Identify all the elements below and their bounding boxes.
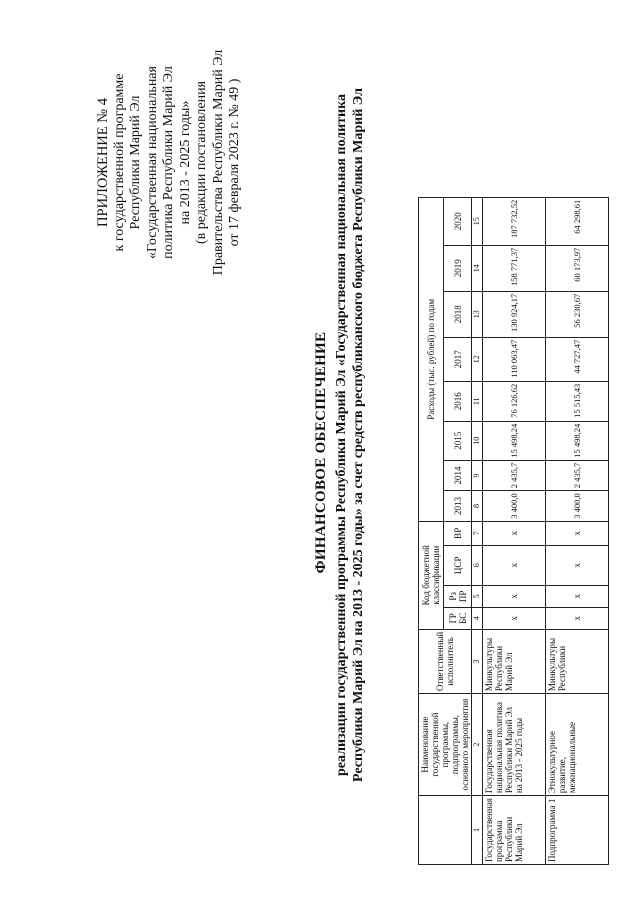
column-number: 14 [472, 245, 483, 291]
header-program-name: Наименование государственной программы, подпрограммы, основного мероприятия [419, 694, 472, 796]
row-csr: х [546, 545, 609, 585]
column-number: 7 [472, 521, 483, 545]
column-number-row [472, 197, 483, 864]
row-value: 2 435,7 [483, 460, 546, 491]
column-number: 15 [472, 197, 483, 245]
header-col1 [419, 796, 472, 865]
column-number: 13 [472, 291, 483, 337]
appendix-block [95, 25, 244, 300]
row-gr-bs: х [546, 607, 609, 629]
column-number: 3 [472, 629, 483, 693]
appendix-line: к государственной программе [111, 73, 127, 252]
row-value: 3 400,0 [483, 491, 546, 522]
document-subtitle [333, 85, 367, 785]
row-type: Подпрограмма 1 [546, 796, 609, 865]
header-expenses: Расходы (тыс. рублей) по годам [419, 197, 444, 521]
header-year: 2015 [444, 421, 472, 460]
row-value: 110 063,47 [483, 337, 546, 381]
row-csr: х [483, 545, 546, 585]
row-vr: х [483, 521, 546, 545]
header-budget-code: Код бюджетной классификации [419, 521, 444, 629]
row-executor: Минкультуры Республики [546, 629, 609, 693]
row-value: 130 924,17 [483, 291, 546, 337]
table-row [483, 197, 546, 864]
appendix-line: ПРИЛОЖЕНИЕ № 4 [95, 98, 111, 227]
appendix-line: политика Республики Марий Эл [161, 66, 176, 259]
financing-table [418, 197, 609, 865]
header-year: 2014 [444, 460, 472, 491]
column-number: 2 [472, 694, 483, 796]
header-year: 2013 [444, 491, 472, 522]
column-number: 1 [472, 796, 483, 865]
column-number: 4 [472, 607, 483, 629]
subtitle-line: Республики Марий Эл на 2013 - 2025 годы» за счет средств республиканского бюджета Республики Марий Эл [351, 88, 366, 782]
column-number: 11 [472, 381, 483, 421]
header-executor: Ответственный исполнитель [419, 629, 472, 693]
appendix-line: от 17 февраля 2023 г. № 49 ) [227, 78, 242, 247]
header-year: 2019 [444, 245, 472, 291]
row-type: Государственная программа Республики Марий Эл [483, 796, 546, 865]
row-executor: Минкультуры Республики Марий Эл [483, 629, 546, 693]
header-gr-bs: ГР БС [444, 607, 472, 629]
row-value: 15 515,43 [546, 381, 609, 421]
column-number: 6 [472, 545, 483, 585]
header-year: 2016 [444, 381, 472, 421]
column-number: 12 [472, 337, 483, 381]
row-rz-pr: х [483, 585, 546, 607]
row-value: 56 230,67 [546, 291, 609, 337]
row-vr: х [546, 521, 609, 545]
row-value: 15 498,24 [546, 421, 609, 460]
row-value: 60 173,97 [546, 245, 609, 291]
row-name: Этнокультурное развитие, межнациональные [546, 694, 609, 796]
header-csr: ЦСР [444, 545, 472, 585]
appendix-line: на 2013 - 2025 годы» [177, 100, 193, 225]
row-gr-bs: х [483, 607, 546, 629]
appendix-line: (в редакции постановления [194, 80, 209, 245]
row-value: 76 126,62 [483, 381, 546, 421]
header-year: 2020 [444, 197, 472, 245]
header-year: 2017 [444, 337, 472, 381]
row-rz-pr: х [546, 585, 609, 607]
header-year: 2018 [444, 291, 472, 337]
appendix-line: Правительства Республики Марий Эл [210, 49, 226, 276]
document-title: ФИНАНСОВОЕ ОБЕСПЕЧЕНИЕ [313, 331, 329, 574]
appendix-line: Республики Марий Эл [128, 95, 143, 230]
table-row [546, 197, 609, 864]
header-rz-pr: Рз ПР [444, 585, 472, 607]
column-number: 5 [472, 585, 483, 607]
row-value: 187 732,52 [483, 197, 546, 245]
row-value: 158 771,37 [483, 245, 546, 291]
column-number: 8 [472, 491, 483, 522]
row-value: 64 298,61 [546, 197, 609, 245]
row-value: 3 400,0 [546, 491, 609, 522]
subtitle-line: реализации государственной программы Республики Марий Эл «Государственная национальная политика [334, 94, 349, 776]
header-vr: ВР [444, 521, 472, 545]
row-name: Государственная национальная политика Республики Марий Эл на 2013 - 2025 годы [483, 694, 546, 796]
row-value: 44 727,47 [546, 337, 609, 381]
column-number: 9 [472, 460, 483, 491]
row-value: 15 498,24 [483, 421, 546, 460]
appendix-line: «Государственная национальная [144, 66, 160, 259]
row-value: 2 435,7 [546, 460, 609, 491]
column-number: 10 [472, 421, 483, 460]
